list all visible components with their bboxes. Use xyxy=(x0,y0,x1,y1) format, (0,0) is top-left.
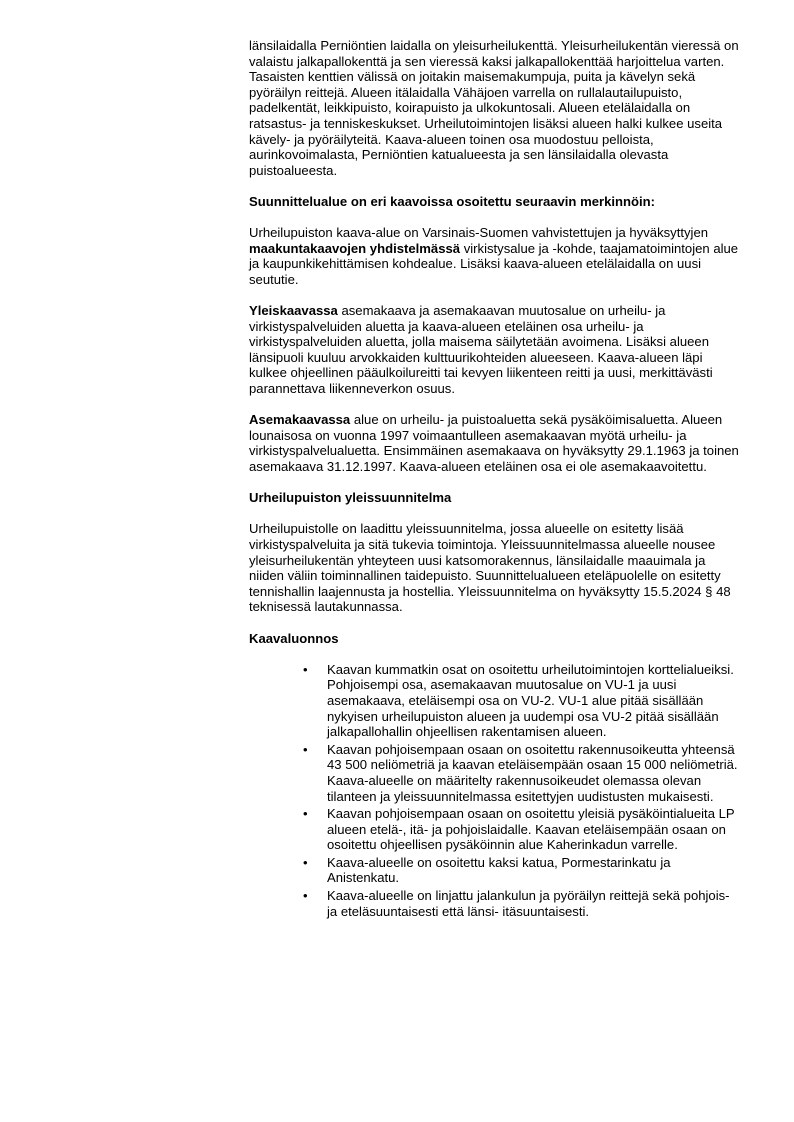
regional-plan-text: Urheilupuiston kaava-alue on Varsinais-Suomen vahvistettujen ja hyväksyttyjen xyxy=(249,225,709,241)
document-page xyxy=(249,38,739,921)
intro-paragraph: länsilaidalla Perniöntien laidalla on yleisurheilukenttä. Yleisurheilukentän vieressä on valaistu jalkapallokenttä ja sen vieressä kaksi jalkapallokenttää harjoittelua varten. Tasaisten kenttien välissä on joitakin maisemakumpuja, puita ja kävelyn sekä pyöräilyn reittejä. Alueen itälaidalla Vähäjoen varrella on rullalautailupuisto, padelkentät, leikkipuisto, koirapuisto ja ulkokuntosali. Alueen etelälaidalla on ratsastus- ja tenniskeskukset. Urheilutoimintojen lisäksi alueen halki kulkee useita kävely- ja pyöräilyteitä. Kaava-alueen toinen osa muodostuu pelloista, aurinkovoimalasta, Perniöntien katualueesta ja sen länsilaidalla olevasta puistoalueesta. xyxy=(249,38,739,178)
master-plan-text: asemakaava ja asemakaavan muutosalue on urheilu- ja virkistyspalveluiden aluetta ja kaava-alueen eteläinen osa urheilu- ja virkistyspalveluiden aluetta, jolla maisema säilytetään avoimena. Lisäksi alueen länsipuoli kuuluu arvokkaiden kulttuurikohteiden alueeseen. Kaava-alueen läpi kulkee ohjeellinen pääulkoilureitti tai kevyen liikenteen reitti ja uusi, merkittävästi parannettava liikenneverkon osuus. xyxy=(249,303,713,397)
masterplan-paragraph: Urheilupuistolle on laadittu yleissuunnitelma, jossa alueelle on esitetty lisää virkistyspalveluita ja sitä tukevia toimintoja. Yleissuunnitelmassa alueelle nousee yleisurheilukentän yhteyteen uusi katsomorakennus, länsilaidalle maauimala ja niiden väliin toiminnallinen taidepuisto. Suunnittelualueen eteläpuolelle on esitetty tennishallin laajennusta ja hostellia. Yleissuunnitelma on hyväksytty 15.5.2024 § 48 teknisessä lautakunnassa. xyxy=(249,521,731,615)
list-item xyxy=(249,855,739,886)
list-item xyxy=(249,662,739,740)
bullet-icon: • xyxy=(303,854,308,870)
bullet-icon: • xyxy=(303,806,308,822)
master-plan-paragraph xyxy=(249,303,739,397)
bullet-icon: • xyxy=(303,888,308,904)
markings-heading: Suunnittelualue on eri kaavoissa osoitettu seuraavin merkinnöin: xyxy=(249,193,656,209)
list-item-text: Kaavan pohjoisempaan osaan on osoitettu yleisiä pysäköintialueita LP alueen etelä-, itä- ja pohjoislaidalle. Kaavan eteläisempään osaan on osoitettu ohjeellisen pysäköinnin alue Kaherinkadun varrelle. xyxy=(327,806,735,853)
regional-plan-bold: maakuntakaavojen yhdistelmässä xyxy=(249,240,461,256)
regional-plan-text-cont: virkistysalue ja -kohde, taajamatoimintojen alue ja kaupunkikehittämisen kohdealue. Lisäksi kaava-alueen etelälaidalla on uusi seututie. xyxy=(249,240,739,287)
detailed-plan-text: alue on urheilu- ja puistoaluetta sekä pysäköimisaluetta. Alueen lounaisosa on vuonna 1997 voimaantulleen asemakaavan myötä urheilu- ja virkistyspalvelualuetta. Ensimmäinen asemakaava on hyväksytty 29.1.1963 ja toinen asemakaava 31.12.1997. Kaava-alueen eteläinen osa ei ole asemakaavoitettu. xyxy=(249,412,739,475)
detailed-plan-paragraph xyxy=(249,412,739,474)
list-item-text: Kaavan kummatkin osat on osoitettu urheilutoimintojen korttelialueiksi. Pohjoisempi osa, asemakaavan muutosalue on VU-1 ja uusi asemakaava, eteläisempi osa on VU-2. VU-1 alue pitää sisällään nykyisen urheilupuiston alueen ja uudempi osa VU-2 pitää sisällään jalkapallohallin ohjeellisen rakentamisen alueen. xyxy=(327,661,734,740)
bullet-icon: • xyxy=(303,741,308,757)
master-plan-bold: Yleiskaavassa xyxy=(249,303,338,319)
draft-heading: Kaavaluonnos xyxy=(249,630,339,646)
list-item-text: Kaavan pohjoisempaan osaan on osoitettu rakennusoikeutta yhteensä 43 500 neliömetriä ja kaavan eteläisempään osaan 15 000 neliömetriä. Kaava-alueelle on määritelty rakennusoikeudet olemassa olevan tilanteen ja yleissuunnitelmassa esitettyjen uudistusten mukaisesti. xyxy=(327,741,738,804)
list-item-text: Kaava-alueelle on osoitettu kaksi katua, Pormestarinkatu ja Anistenkatu. xyxy=(327,854,671,886)
regional-plan-paragraph xyxy=(249,225,739,287)
list-item xyxy=(249,888,739,919)
detailed-plan-bold: Asemakaavassa xyxy=(249,412,351,428)
list-item-text: Kaava-alueelle on linjattu jalankulun ja pyöräilyn reittejä sekä pohjois- ja eteläsuuntaisesti että länsi- itäsuuntaisesti. xyxy=(327,888,730,919)
bullet-icon: • xyxy=(303,661,308,677)
draft-bullet-list xyxy=(249,662,739,920)
list-item xyxy=(249,806,739,853)
masterplan-heading: Urheilupuiston yleissuunnitelma xyxy=(249,490,452,506)
list-item xyxy=(249,742,739,804)
